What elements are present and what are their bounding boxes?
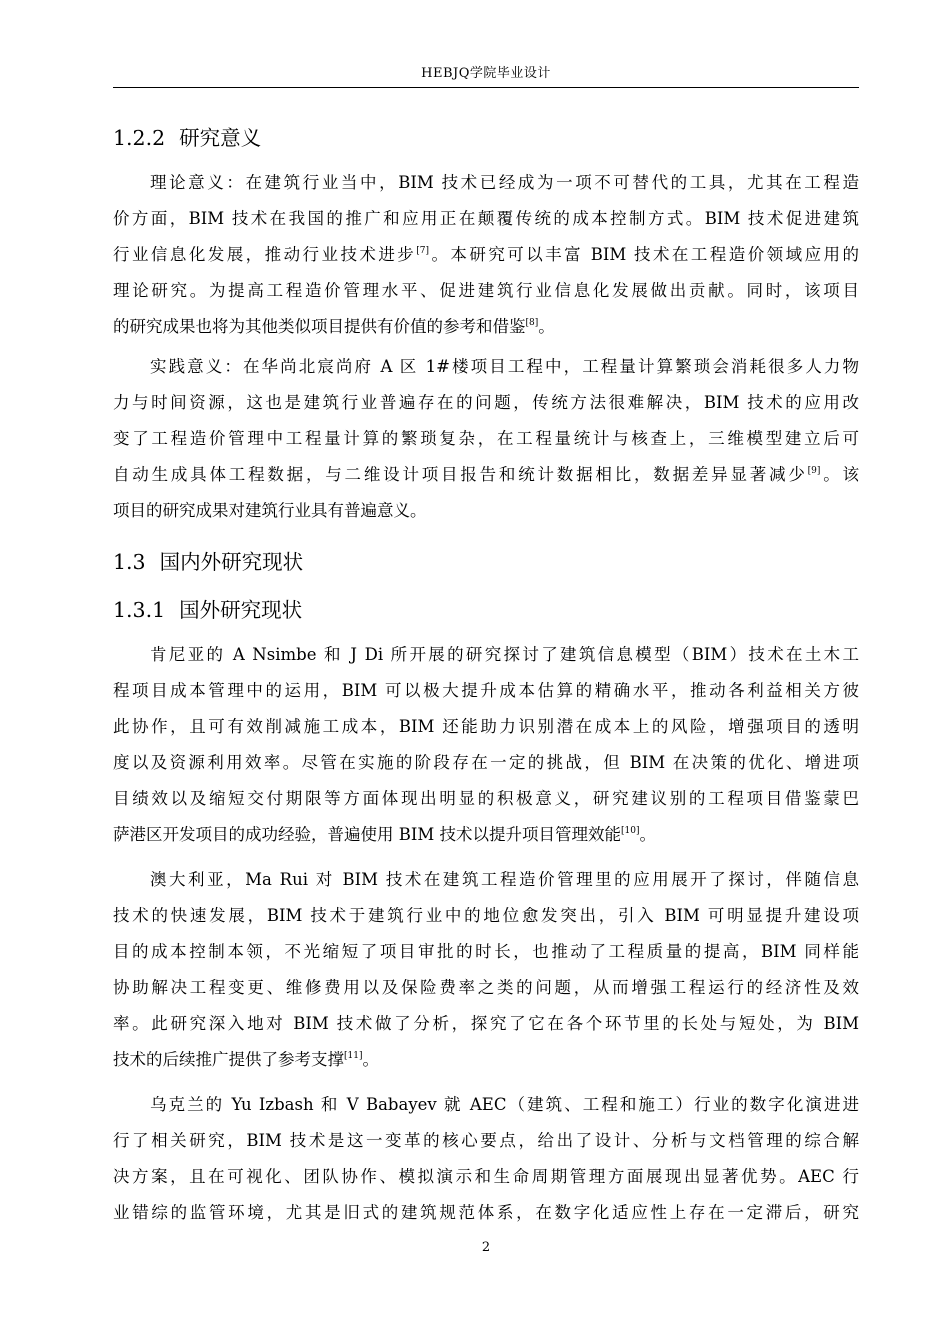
section-number: 1.2.2 bbox=[113, 126, 166, 150]
text-line: 理论意义：在建筑行业当中，BIM 技术已经成为一项不可替代的工具，尤其在工程造 bbox=[150, 173, 859, 192]
text-segment: 自动生成具体工程数据，与二维设计项目报告和统计数据相比，数据差异显著减少 bbox=[113, 465, 808, 484]
citation-ref: [11] bbox=[344, 1051, 363, 1061]
paragraph-kenya-study bbox=[113, 637, 859, 853]
section-title: 国内外研究现状 bbox=[159, 550, 304, 574]
text-line: 决方案，且在可视化、团队协作、模拟演示和生命周期管理方面展现出显著优势。AEC 行 bbox=[113, 1167, 859, 1186]
page-number: 2 bbox=[481, 1240, 491, 1255]
text-line: 目绩效以及缩短交付期限等方面体现出明显的积极意义，研究建议别的工程项目借鉴蒙巴 bbox=[113, 789, 859, 808]
paragraph-ukraine-study bbox=[113, 1087, 859, 1231]
section-number: 1.3.1 bbox=[113, 598, 166, 622]
text-segment: 技术的后续推广提供了参考支撑 bbox=[113, 1050, 344, 1069]
text-line: 行了相关研究，BIM 技术是这一变革的核心要点，给出了设计、分析与文档管理的综合解 bbox=[113, 1131, 859, 1150]
text-line bbox=[113, 817, 859, 853]
text-line: 变了工程造价管理中工程量计算的繁琐复杂，在工程量统计与核查上，三维模型建立后可 bbox=[113, 429, 859, 448]
section-heading-1-3 bbox=[113, 549, 303, 575]
text-line: 业错综的监管环境，尤其是旧式的建筑规范体系，在数字化适应性上存在一定滞后，研究 bbox=[113, 1203, 859, 1222]
text-segment: 萨港区开发项目的成功经验，普遍使用 BIM 技术以提升项目管理效能 bbox=[113, 825, 622, 844]
citation-ref: [9] bbox=[807, 466, 821, 476]
header-divider bbox=[113, 87, 859, 88]
page-header: HEBJQ学院毕业设计 bbox=[421, 66, 551, 81]
citation-ref: [10] bbox=[621, 826, 640, 836]
text-line: 率。此研究深入地对 BIM 技术做了分析，探究了它在各个环节里的长处与短处，为 BIM bbox=[113, 1014, 859, 1033]
text-line: 度以及资源利用效率。尽管在实施的阶段存在一定的挑战，但 BIM 在决策的优化、增进项 bbox=[113, 753, 859, 772]
citation-ref: [8] bbox=[525, 318, 539, 328]
section-title: 研究意义 bbox=[179, 126, 262, 150]
text-segment: 行业信息化发展，推动行业技术进步 bbox=[113, 245, 417, 264]
text-line: 乌克兰的 Yu Izbash 和 V Babayev 就 AEC（建筑、工程和施工）行业的数字化演进进 bbox=[150, 1095, 859, 1114]
paragraph-practical-significance bbox=[113, 349, 859, 529]
text-line: 力与时间资源，这也是建筑行业普遍存在的问题，传统方法很难解决，BIM 技术的应用改 bbox=[113, 393, 859, 412]
text-segment: 。 bbox=[362, 1050, 379, 1069]
text-line: 价方面，BIM 技术在我国的推广和应用正在颠覆传统的成本控制方式。BIM 技术促进建筑 bbox=[113, 209, 859, 228]
paragraph-theoretical-significance bbox=[113, 165, 859, 345]
text-segment: 。本研究可以丰富 BIM 技术在工程造价领域应用的 bbox=[429, 245, 859, 264]
text-line: 技术的快速发展，BIM 技术于建筑行业中的地位愈发突出，引入 BIM 可明显提升建设项 bbox=[113, 906, 859, 925]
section-heading-1-3-1 bbox=[113, 597, 302, 623]
text-segment: 。 bbox=[538, 317, 555, 336]
text-line bbox=[113, 1042, 859, 1078]
text-line: 此协作，且可有效削减施工成本，BIM 还能助力识别潜在成本上的风险，增强项目的透明 bbox=[113, 717, 859, 736]
text-line bbox=[113, 309, 859, 345]
text-segment: 。该 bbox=[820, 465, 860, 484]
text-line: 肯尼亚的 A Nsimbe 和 J Di 所开展的研究探讨了建筑信息模型（BIM）技术在土木工 bbox=[150, 645, 859, 664]
text-line: 协助解决工程变更、维修费用以及保险费率之类的问题，从而增强工程运行的经济性及效 bbox=[113, 978, 859, 997]
citation-ref: [7] bbox=[416, 246, 429, 256]
text-line: 项目的研究成果对建筑行业具有普遍意义。 bbox=[113, 501, 427, 520]
section-title: 国外研究现状 bbox=[179, 598, 303, 622]
text-line: 理论研究。为提高工程造价管理水平、促进建筑行业信息化发展做出贡献。同时，该项目 bbox=[113, 281, 859, 300]
text-segment: 的研究成果也将为其他类似项目提供有价值的参考和借鉴 bbox=[113, 317, 526, 336]
text-line: 目的成本控制本领，不光缩短了项目审批的时长，也推动了工程质量的提高，BIM 同样能 bbox=[113, 942, 859, 961]
text-line bbox=[113, 457, 859, 493]
text-line: 澳大利亚，Ma Rui 对 BIM 技术在建筑工程造价管理里的应用展开了探讨，伴随信息 bbox=[150, 870, 859, 889]
text-segment: 。 bbox=[639, 825, 657, 844]
text-line: 实践意义：在华尚北宸尚府 A 区 1#楼项目工程中，工程量计算繁琐会消耗很多人力物 bbox=[150, 357, 859, 376]
paragraph-australia-study bbox=[113, 862, 859, 1078]
section-number: 1.3 bbox=[113, 550, 146, 574]
text-line: 程项目成本管理中的运用，BIM 可以极大提升成本估算的精确水平，推动各利益相关方彼 bbox=[113, 681, 859, 700]
section-heading-1-2-2 bbox=[113, 125, 261, 151]
text-line bbox=[113, 237, 859, 273]
